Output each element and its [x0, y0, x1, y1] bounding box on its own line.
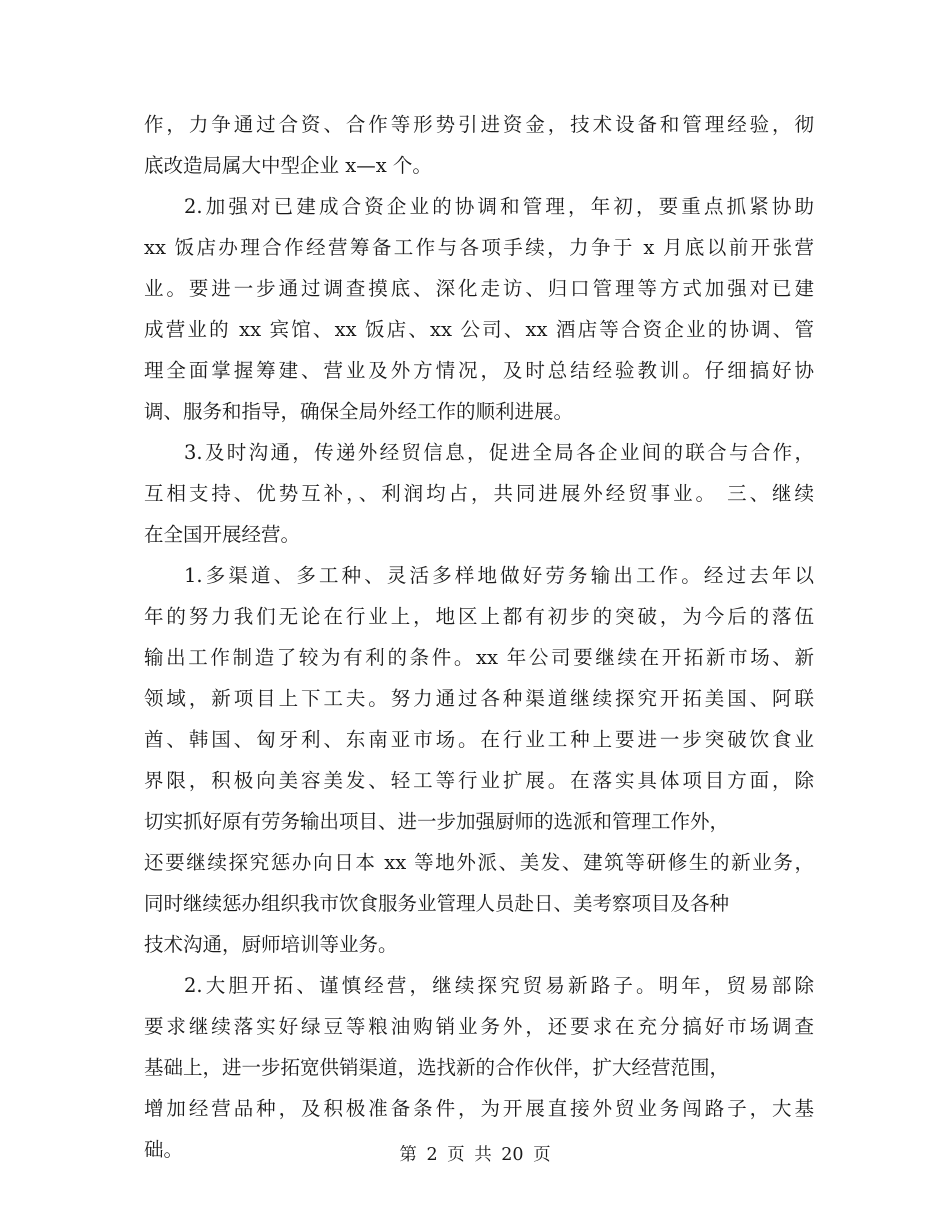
- text-line: 成营业的 xx 宾馆、xx 饭店、xx 公司、xx 酒店等合资企业的协调、管: [144, 318, 814, 341]
- text-line: 业。要进一步通过调查摸底、深化走访、归口管理等方式加强对已建: [144, 277, 814, 300]
- text-line: 输出工作制造了较为有利的条件。xx 年公司要继续在开拓新市场、新: [144, 646, 814, 669]
- text-line: 3.及时沟通，传递外经贸信息，促进全局各企业间的联合与合作，: [184, 441, 814, 464]
- text-line: 在全国开展经营。: [144, 523, 301, 546]
- text-line: xx 饭店办理合作经营筹备工作与各项手续，力争于 x 月底以前开张营: [144, 236, 814, 259]
- text-line: 基础上，进一步拓宽供销渠道，选找新的合作伙伴，扩大经营范围，: [144, 1056, 730, 1079]
- text-line: 2.大胆开拓、谨慎经营，继续探究贸易新路子。明年，贸易部除: [184, 974, 814, 997]
- text-line: 2.加强对已建成合资企业的协调和管理，年初，要重点抓紧协助: [184, 195, 814, 218]
- text-line: 技术沟通，厨师培训等业务。: [144, 933, 398, 956]
- text-line: 年的努力我们无论在行业上，地区上都有初步的突破，为今后的落伍: [144, 605, 814, 628]
- text-line: 酋、韩国、匈牙利、东南亚市场。在行业工种上要进一步突破饮食业: [144, 728, 814, 751]
- text-line: 增加经营品种，及积极准备条件，为开展直接外贸业务闯路子，大基: [144, 1097, 814, 1120]
- text-line: 界限，积极向美容美发、轻工等行业扩展。在落实具体项目方面，除: [144, 769, 814, 792]
- text-line: 1.多渠道、多工种、灵活多样地做好劳务输出工作。经过去年以: [184, 564, 814, 587]
- text-line: 切实抓好原有劳务输出项目、进一步加强厨师的选派和管理工作外，: [144, 810, 730, 833]
- text-line: 还要继续探究惩办向日本 xx 等地外派、美发、建筑等研修生的新业务，: [144, 851, 814, 874]
- text-line: 作，力争通过合资、合作等形势引进资金，技术设备和管理经验，彻: [144, 113, 814, 136]
- text-line: 调、服务和指导，确保全局外经工作的顺利进展。: [144, 400, 574, 423]
- text-line: 要求继续落实好绿豆等粮油购销业务外，还要求在充分搞好市场调查: [144, 1015, 814, 1038]
- document-body: [144, 104, 814, 1170]
- text-line: 础。: [144, 1138, 184, 1161]
- text-line: 领域，新项目上下工夫。努力通过各种渠道继续探究开拓美国、阿联: [144, 687, 814, 710]
- text-line: 互相支持、优势互补，、利润均占，共同进展外经贸事业。 三、继续: [144, 482, 814, 505]
- text-line: 理全面掌握筹建、营业及外方情况，及时总结经验教训。仔细搞好协: [144, 359, 814, 382]
- text-line: 底改造局属大中型企业 x—x 个。: [144, 154, 432, 177]
- text-line: 同时继续惩办组织我市饮食服务业管理人员赴日、美考察项目及各种: [144, 892, 730, 915]
- page-number-footer: 第 2 页 共 20 页: [399, 1145, 551, 1165]
